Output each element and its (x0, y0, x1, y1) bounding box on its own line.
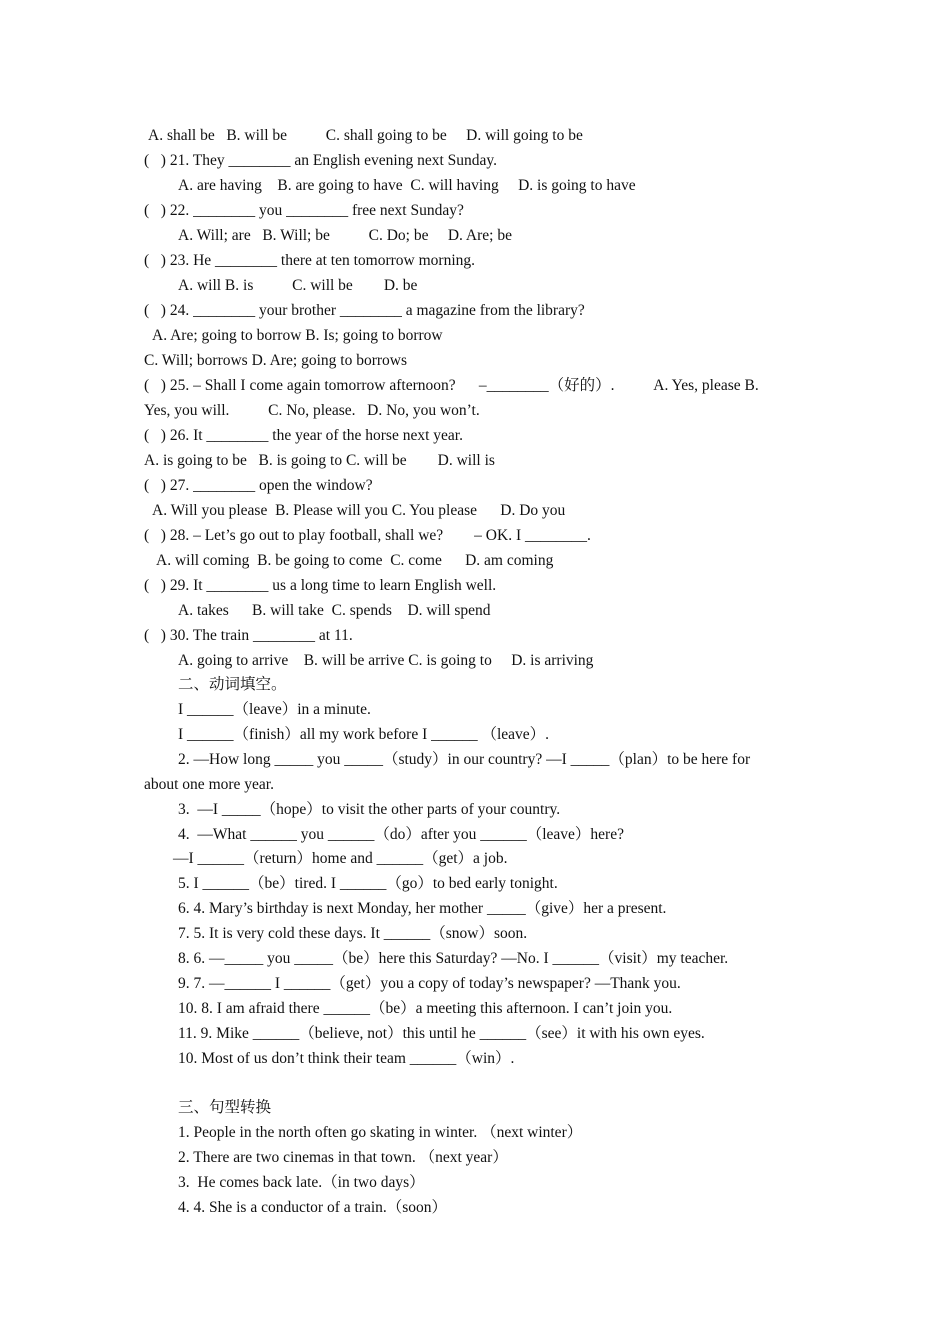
q23-stem: ( ) 23. He ________ there at ten tomorrow morning. (144, 252, 476, 269)
q24-stem: ( ) 24. ________ your brother ________ a magazine from the library? (144, 302, 585, 319)
verb-item-3: 3. —I _____（hope）to visit the other parts of your country. (178, 801, 561, 818)
q30-options: A. going to arrive B. will be arrive C. is going to D. is arriving (178, 652, 594, 669)
q22-options: A. Will; are B. Will; be C. Do; be D. Are; be (178, 227, 512, 244)
q21-options: A. are having B. are going to have C. will having D. is going to have (178, 177, 636, 194)
q22-stem: ( ) 22. ________ you ________ free next Sunday? (144, 202, 464, 219)
verb-item-2: 2. —How long _____ you _____（study）in our country? —I _____（plan）to be here for (178, 751, 751, 768)
q28-options: A. will coming B. be going to come C. come D. am coming (156, 552, 554, 569)
q23-options: A. will B. is C. will be D. be (178, 277, 418, 294)
section-2-heading: 二、动词填空。 (178, 676, 287, 693)
q28-stem: ( ) 28. – Let’s go out to play football, shall we? – OK. I ________. (144, 527, 591, 544)
verb-item-4-cont: —I ______（return）home and ______（get）a job. (173, 850, 508, 867)
q25-options: Yes, you will. C. No, please. D. No, you won’t. (144, 402, 480, 419)
verb-item-8: 8. 6. —_____ you _____（be）here this Saturday? —No. I ______（visit）my teacher. (178, 950, 729, 967)
q30-stem: ( ) 30. The train ________ at 11. (144, 627, 353, 644)
verb-item-5: 5. I ______（be）tired. I ______（go）to bed early tonight. (178, 875, 558, 892)
verb-item-11: 11. 9. Mike ______（believe, not）this until he ______（see）it with his own eyes. (178, 1025, 705, 1042)
verb-item-7: 7. 5. It is very cold these days. It ______（snow）soon. (178, 925, 528, 942)
verb-item-1a: I ______（leave）in a minute. (178, 701, 371, 718)
q26-stem: ( ) 26. It ________ the year of the horse next year. (144, 427, 463, 444)
q21-stem: ( ) 21. They ________ an English evening next Sunday. (144, 152, 498, 169)
q25-stem: ( ) 25. – Shall I come again tomorrow afternoon? –________（好的）. A. Yes, please B. (144, 377, 759, 394)
q29-options: A. takes B. will take C. spends D. will spend (178, 602, 491, 619)
q24-options-b: C. Will; borrows D. Are; going to borrows (144, 352, 408, 369)
verb-item-1b: I ______（finish）all my work before I ______ （leave）. (178, 726, 550, 743)
q29-stem: ( ) 29. It ________ us a long time to learn English well. (144, 577, 497, 594)
verb-item-9: 9. 7. —______ I ______（get）you a copy of today’s newspaper? —Thank you. (178, 975, 681, 992)
verb-item-2-cont: about one more year. (144, 776, 274, 793)
verb-item-12: 10. Most of us don’t think their team ______（win）. (178, 1050, 515, 1067)
verb-item-4: 4. —What ______ you ______（do）after you ______（leave）here? (178, 826, 624, 843)
transform-item-4: 4. 4. She is a conductor of a train.（soon） (178, 1199, 448, 1216)
q27-stem: ( ) 27. ________ open the window? (144, 477, 373, 494)
verb-item-10: 10. 8. I am afraid there ______（be）a meeting this afternoon. I can’t join you. (178, 1000, 673, 1017)
verb-item-6: 6. 4. Mary’s birthday is next Monday, her mother _____（give）her a present. (178, 900, 667, 917)
q27-options: A. Will you please B. Please will you C. You please D. Do you (152, 502, 566, 519)
transform-item-1: 1. People in the north often go skating in winter. （next winter） (178, 1124, 583, 1141)
transform-item-2: 2. There are two cinemas in that town. （next year） (178, 1149, 508, 1166)
q20-options: A. shall be B. will be C. shall going to be D. will going to be (148, 127, 583, 144)
q24-options-a: A. Are; going to borrow B. Is; going to borrow (152, 327, 443, 344)
transform-item-3: 3. He comes back late.（in two days） (178, 1174, 425, 1191)
section-3-heading: 三、句型转换 (178, 1099, 272, 1116)
q26-options: A. is going to be B. is going to C. will be D. will is (144, 452, 495, 469)
